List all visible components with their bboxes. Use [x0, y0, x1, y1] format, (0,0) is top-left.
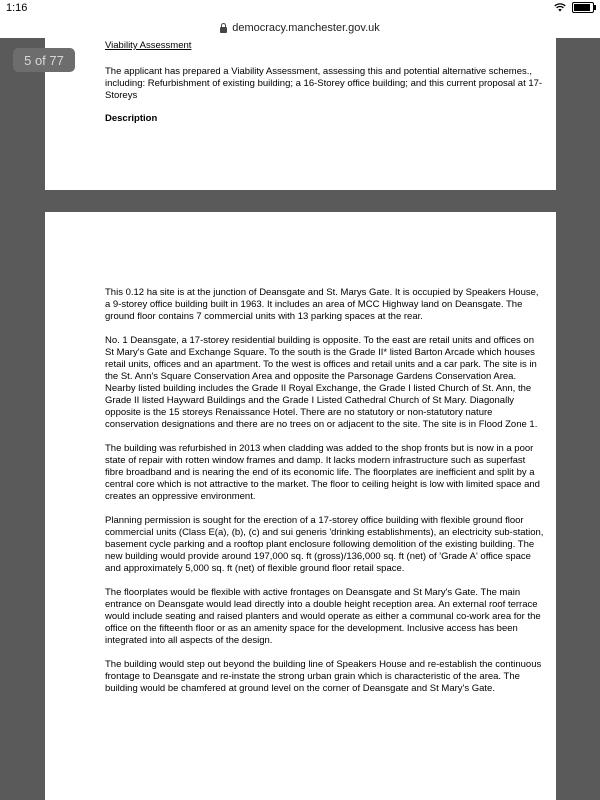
section-heading-viability: Viability Assessment	[105, 40, 192, 51]
battery-icon	[572, 2, 594, 13]
body-paragraph: No. 1 Deansgate, a 17-storey residential building is opposite. To the east are retail units and offices on St Mary's Gate and Exchange Square. To the south is the Grade II* listed Barton Arcade which houses retail units, offices and an apartment. To the west is offices and retail units and a car park. The site is in the St. Ann's Square Conservation Area and opposite the Parsonage Gardens Conservation Area. Nearby listed building includes the Grade II Royal Exchange, the Grade I listed Church of St. Ann, the Grade II listed Hayward Buildings and the Grade I Listed Cathedral Church of St Mary. Diagonally opposite is the 15 storeys Renaissance Hotel. There are no statutory or non-statutory nature conservation designations and there are no trees on or adjacent to the site. The site is in Flood Zone 1.	[105, 335, 538, 430]
pdf-page-6	[45, 212, 556, 800]
page-indicator: 5 of 77	[13, 48, 75, 72]
wifi-icon	[554, 3, 566, 12]
body-paragraph: The building would step out beyond the building line of Speakers House and re-establish the continuous frontage to Deansgate and re-instate the strong urban grain which is characteristic of the area. The building would be chamfered at ground level on the corner of Deansgate and St Mary's Gate.	[105, 659, 542, 694]
body-paragraph: The floorplates would be flexible with active frontages on Deansgate and St Mary's Gate. The main entrance on Deansgate would lead directly into a double height reception area. An external roof terrace would include seating and raised planters and would operate as either a communal co-work area for the office on the fifteenth floor or as an amenity space for the development. Inclusive access has been integrated into all aspects of the design.	[105, 587, 541, 646]
battery-level	[574, 4, 590, 11]
viability-paragraph: The applicant has prepared a Viability Assessment, assessing this and potential alternative schemes., including: Refurbishment of existing building; a 16-Storey office building; and this current proposal at 17-Storeys	[105, 66, 543, 101]
url-text[interactable]: democracy.manchester.gov.uk	[232, 22, 380, 34]
status-bar	[0, 0, 600, 18]
status-icons	[554, 2, 594, 13]
address-bar[interactable]	[0, 18, 600, 39]
lock-icon	[220, 27, 227, 33]
body-paragraph: Planning permission is sought for the erection of a 17-storey office building with flexible ground floor commercial units (Class E(a), (b), (c) and sui generis 'drinking establishments), an electricity sub-station, basement cycle parking and a rooftop plant enclosure following demolition of the existing building. The new building would provide around 197,000 sq. ft (gross)/136,000 sq. ft (net) of 'Grade A' office space and approximately 5,000 sq. ft (net) of flexible ground floor retail space.	[105, 515, 544, 574]
pdf-page-5	[45, 38, 556, 190]
body-paragraph: This 0.12 ha site is at the junction of Deansgate and St. Marys Gate. It is occupied by Speakers House, a 9-storey office building built in 1963. It includes an area of MCC Highway land on Deansgate. The ground floor contains 7 commercial units with 13 parking spaces at the rear.	[105, 287, 539, 322]
section-heading-description: Description	[105, 113, 158, 124]
body-paragraph: The building was refurbished in 2013 when cladding was added to the shop fronts but is now in a poor state of repair with rotten window frames and damp. It lacks modern infrastructure such as superfast fibre broadband and is nearing the end of its economic life. The floorplates are inefficient and split by a central core which is not attractive to the market. The floor to ceiling height is low with limited space and creates an oppressive environment.	[105, 443, 540, 502]
page-body	[105, 287, 545, 707]
pdf-viewer[interactable]	[0, 38, 600, 800]
status-time: 1:16	[6, 2, 28, 14]
